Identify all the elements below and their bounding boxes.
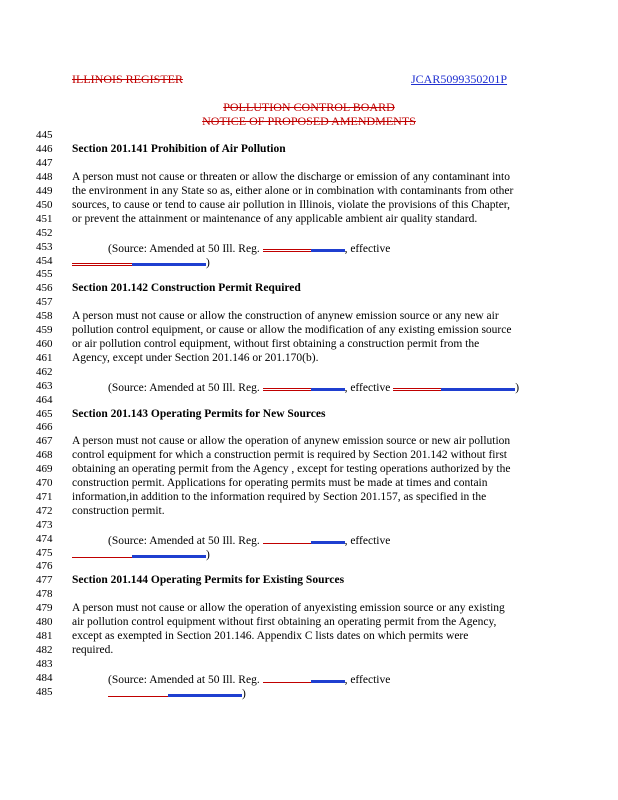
body-line: A person must not cause or allow the operation of anynew emission source or new air pollution <box>72 435 511 447</box>
line-number: 468 <box>36 449 53 461</box>
line-number: 474 <box>36 533 53 545</box>
line-number: 463 <box>36 380 53 392</box>
section-heading: Section 201.144 Operating Permits for Existing Sources <box>72 574 345 586</box>
effective-date-blank[interactable] <box>72 254 132 266</box>
effective-text: , effective <box>344 674 391 686</box>
line-number: 478 <box>36 588 53 600</box>
line-number: 485 <box>36 686 53 698</box>
line-number: 450 <box>36 199 53 211</box>
effective-date-line <box>72 546 210 560</box>
line-number: 464 <box>36 394 53 406</box>
line-number: 455 <box>36 268 53 280</box>
line-number: 460 <box>36 338 53 350</box>
line-number: 472 <box>36 505 53 517</box>
effective-date-line <box>108 685 246 699</box>
body-line: Agency, except under Section 201.146 or 201.170(b). <box>72 352 319 364</box>
line-number: 479 <box>36 602 53 614</box>
close-paren: ) <box>242 688 246 700</box>
effective-date-blank[interactable] <box>393 379 441 391</box>
line-number: 466 <box>36 421 53 433</box>
board-title: POLLUTION CONTROL BOARD <box>223 100 395 114</box>
line-number: 469 <box>36 463 53 475</box>
close-paren: ) <box>515 382 520 394</box>
line-number: 475 <box>36 547 53 559</box>
effective-date-blank-new[interactable] <box>441 379 515 391</box>
line-number: 484 <box>36 672 53 684</box>
effective-text: , effective <box>344 535 391 547</box>
line-number: 451 <box>36 213 53 225</box>
line-number: 453 <box>36 241 53 253</box>
body-line: obtaining an operating permit from the Agency , except for testing operations authorized by the <box>72 463 511 475</box>
effective-date-blank-new[interactable] <box>132 546 206 558</box>
line-number: 454 <box>36 255 53 267</box>
effective-text: , effective <box>344 243 391 255</box>
notice-title: NOTICE OF PROPOSED AMENDMENTS <box>202 114 416 128</box>
body-line: A person must not cause or allow the construction of anynew emission source or any new air <box>72 310 499 322</box>
line-number: 459 <box>36 324 53 336</box>
effective-date-blank-new[interactable] <box>132 254 206 266</box>
source-note <box>108 532 390 546</box>
effective-date-blank-new[interactable] <box>168 685 242 697</box>
register-page-blank[interactable] <box>311 671 345 683</box>
section-heading: Section 201.142 Construction Permit Required <box>72 282 301 294</box>
body-line: or prevent the attainment or maintenance of any applicable ambient air quality standard. <box>72 213 478 225</box>
line-number: 476 <box>36 560 53 572</box>
register-volume-blank[interactable] <box>263 379 311 391</box>
line-number: 448 <box>36 171 53 183</box>
body-line: sources, to cause or tend to cause air pollution in Illinois, violate the provisions of this Chapter, <box>72 199 511 211</box>
line-number: 462 <box>36 366 53 378</box>
line-number: 461 <box>36 352 53 364</box>
body-line: pollution control equipment, or cause or allow the modification of any existing emission source <box>72 324 512 336</box>
source-text: (Source: Amended at 50 Ill. Reg. <box>108 382 260 394</box>
body-line: construction permit. <box>72 505 165 517</box>
body-line: the environment in any State so as, either alone or in combination with contaminants from other <box>72 185 514 197</box>
register-page-blank[interactable] <box>311 379 345 391</box>
source-note <box>108 379 519 393</box>
source-note <box>108 671 390 685</box>
source-text: (Source: Amended at 50 Ill. Reg. <box>108 674 260 686</box>
line-number: 447 <box>36 157 53 169</box>
effective-date-line <box>72 254 210 268</box>
source-text: (Source: Amended at 50 Ill. Reg. <box>108 243 260 255</box>
line-number: 467 <box>36 435 53 447</box>
jcar-code[interactable]: JCAR5099350201P <box>411 72 508 86</box>
line-number: 470 <box>36 477 53 489</box>
line-number: 457 <box>36 296 53 308</box>
effective-date-blank[interactable] <box>72 548 132 558</box>
line-number: 445 <box>36 129 53 141</box>
line-number: 446 <box>36 143 53 155</box>
body-line: air pollution control equipment without first obtaining an operating permit from the Agency, <box>72 616 497 628</box>
close-paren: ) <box>206 257 210 269</box>
line-number: 481 <box>36 630 53 642</box>
source-note <box>108 240 390 254</box>
register-header: ILLINOIS REGISTER <box>72 72 183 86</box>
line-number: 452 <box>36 227 53 239</box>
line-number: 482 <box>36 644 53 656</box>
line-number: 449 <box>36 185 53 197</box>
section-heading: Section 201.141 Prohibition of Air Pollution <box>72 143 286 155</box>
body-line: information,in addition to the information required by Section 201.157, as specified in the <box>72 491 487 503</box>
line-number: 458 <box>36 310 53 322</box>
body-line: construction permit. Applications for operating permits must be made at times and contain <box>72 477 488 489</box>
register-volume-blank[interactable] <box>263 673 311 683</box>
effective-text: , effective <box>344 382 391 394</box>
section-heading: Section 201.143 Operating Permits for New Sources <box>72 408 326 420</box>
line-number: 465 <box>36 408 53 420</box>
register-page-blank[interactable] <box>311 240 345 252</box>
line-number: 480 <box>36 616 53 628</box>
register-volume-blank[interactable] <box>263 534 311 544</box>
register-volume-blank[interactable] <box>263 240 311 252</box>
source-text: (Source: Amended at 50 Ill. Reg. <box>108 535 260 547</box>
close-paren: ) <box>206 549 210 561</box>
body-line: control equipment for which a construction permit is required by Section 201.142 without first <box>72 449 507 461</box>
body-line: or air pollution control equipment, without first obtaining a construction permit from the <box>72 338 480 350</box>
effective-date-blank[interactable] <box>108 687 168 697</box>
register-page-blank[interactable] <box>311 532 345 544</box>
line-number: 477 <box>36 574 53 586</box>
body-line: required. <box>72 644 114 656</box>
line-number: 473 <box>36 519 53 531</box>
line-number: 456 <box>36 282 53 294</box>
body-line: except as exempted in Section 201.146. Appendix C lists dates on which permits were <box>72 630 469 642</box>
body-line: A person must not cause or threaten or allow the discharge or emission of any contaminant into <box>72 171 510 183</box>
line-number: 483 <box>36 658 53 670</box>
body-line: A person must not cause or allow the operation of anyexisting emission source or any existing <box>72 602 505 614</box>
line-number: 471 <box>36 491 53 503</box>
